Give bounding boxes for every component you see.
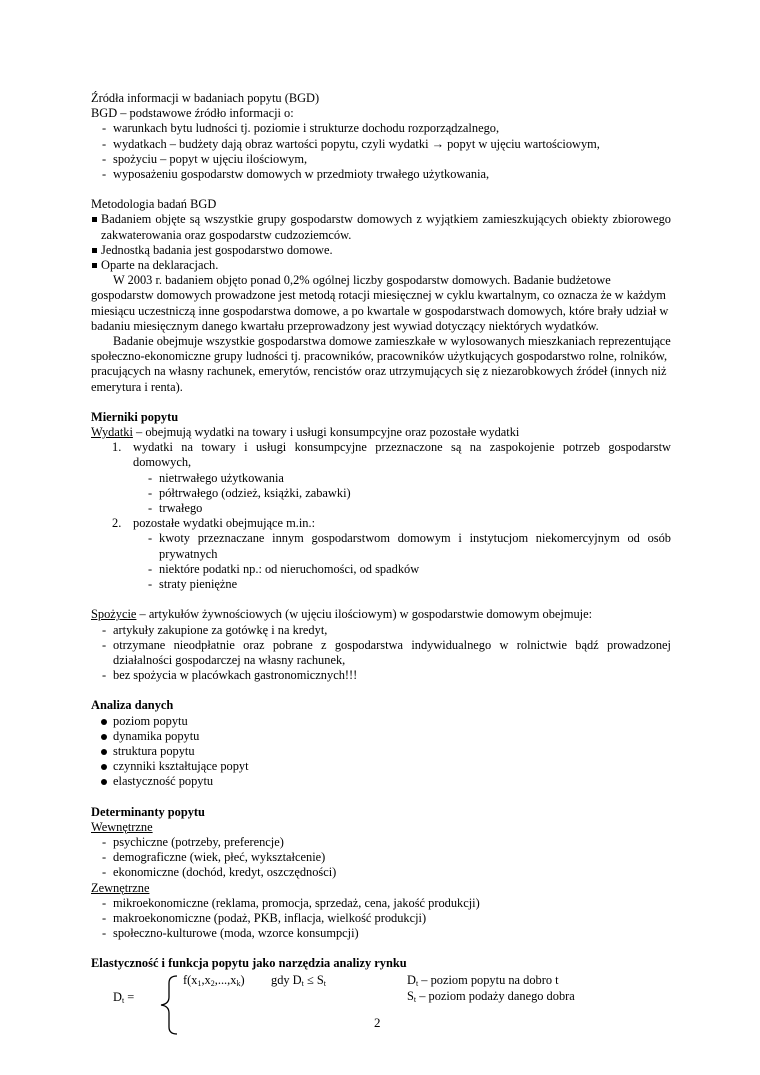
sub-k: k: [236, 978, 241, 988]
list-item: - psychiczne (potrzeby, preferencje): [91, 835, 671, 850]
func-close: ): [240, 972, 245, 987]
paragraph: Badanie obejmuje wszystkie gospodarstwa domowe zamieszkałe w wylosowanych mieszkaniach reprezentujące społeczno-ekonomiczne grupy ludności tj. pracowników, pracowników użytkujących gospodarstwo rolne, rolników, pracujących na własny rachunek, emerytów, rencistów oraz utrzymujących się z niezarobkowych źródeł (innych niż emerytura i renta).: [91, 334, 671, 394]
item-text: wydatki na towary i usługi konsumpcyjne przeznaczone są na zaspokojenie potrzeb gospodarstw domowych,: [133, 440, 671, 470]
spozycie-definition: [91, 607, 671, 622]
list-item: elastyczność popytu: [91, 774, 671, 789]
lhs-equals: =: [124, 989, 135, 1004]
square-bullet-item: Jednostką badania jest gospodarstwo domowe.: [91, 243, 671, 258]
item-number: 1.: [112, 440, 122, 455]
section-heading-determinants: Determinanty popytu: [91, 804, 205, 819]
list-item: poziom popytu: [91, 714, 671, 729]
formula-lhs: [113, 990, 134, 1005]
list-item: - makroekonomiczne (podaż, PKB, inflacja, wielkość produkcji): [91, 911, 671, 926]
r1-sub: t: [415, 978, 419, 988]
list-item: - ekonomiczne (dochód, kredyt, oszczędności): [91, 865, 671, 880]
square-bullet-item: Badaniem objęte są wszystkie grupy gospodarstw domowych z wyjątkiem zamieszkujących obiekty zbiorowego zakwaterowania oraz gospodarstw cudzoziemców.: [91, 212, 671, 242]
list-item: - artykuły zakupione za gotówkę i na kredyt,: [91, 623, 671, 638]
spacer: [91, 941, 671, 956]
formula-condition: [271, 973, 326, 988]
sub-2: 2: [210, 978, 215, 988]
section-heading-elasticity: Elastyczność i funkcja popytu jako narzędzia analizy rynku: [91, 956, 407, 971]
list-item: - trwałego: [91, 501, 671, 516]
list-item: - społeczno-kulturowe (moda, wzorce konsumpcji): [91, 926, 671, 941]
item-text: pozostałe wydatki obejmujące m.in.:: [133, 516, 316, 531]
list-item: - straty pieniężne: [91, 577, 671, 592]
r2-text: – poziom podaży danego dobra: [416, 988, 575, 1003]
wydatki-def: – obejmują wydatki na towary i usługi konsumpcyjne oraz pozostałe wydatki: [132, 425, 520, 440]
spozycie-term: Spożycie: [91, 607, 137, 622]
list-item: czynniki kształtujące popyt: [91, 759, 671, 774]
list-item: - otrzymane nieodpłatnie oraz pobrane z gospodarstwa indywidualnego w rolnictwie bądź prowadzonej działalności gospodarczej na własny rachunek,: [91, 638, 671, 668]
list-item: - niektóre podatki np.: od nieruchomości, od spadków: [91, 562, 671, 577]
legend-supply: [407, 989, 575, 1004]
list-item: struktura popytu: [91, 744, 671, 759]
cond-rel: ≤ S: [303, 972, 324, 987]
r2-symbol: S: [407, 988, 414, 1003]
legend-demand: [407, 973, 559, 988]
cond-sub-t: t: [301, 978, 304, 988]
paragraph: W 2003 r. badaniem objęto ponad 0,2% ogólnej liczby gospodarstw domowych. Badanie budżetowe gospodarstw domowych prowadzone jest metodą rotacji miesięcznej w cyklu kwartalnym, co oznacza że w każdym miesiącu uczestniczą inne gospodarstwa domowe, a po kwartale w gospodarstwach domowych, które brały udział w badaniu miesięcznym danego kwartału przeprowadzony jest wywiad dotyczący niektórych wydatków.: [91, 273, 669, 333]
list-item: - mikroekonomiczne (reklama, promocja, sprzedaż, cena, jakość produkcji): [91, 896, 671, 911]
spozycie-def: – artykułów żywnościowych (w ujęciu ilościowym) w gospodarstwie domowym obejmuje:: [136, 607, 593, 622]
func-mid: ,...,x: [214, 972, 237, 987]
page-number: 2: [374, 1015, 381, 1030]
external-label: Zewnętrzne: [91, 880, 150, 895]
list-item: - półtrwałego (odzież, książki, zabawki): [91, 486, 671, 501]
list-item: - kwoty przeznaczane innym gospodarstwom domowym i instytucjom niekomercyjnym od osób prywatnych: [91, 531, 671, 561]
spacer: [91, 683, 671, 698]
lhs-symbol: D: [113, 989, 122, 1004]
cond-d: gdy D: [271, 972, 302, 987]
list-item: dynamika popytu: [91, 729, 671, 744]
list-item: - bez spożycia w placówkach gastronomicznych!!!: [91, 668, 671, 683]
square-bullet-item: Oparte na deklaracjach.: [91, 258, 671, 273]
spacer: [91, 592, 671, 607]
section-heading-methodology: Metodologia badań BGD: [91, 197, 217, 212]
wydatki-term: Wydatki: [91, 425, 133, 440]
list-item: - demograficzne (wiek, płeć, wykształcenie): [91, 850, 671, 865]
sub-1: 1: [197, 978, 202, 988]
spacer: [91, 790, 671, 805]
left-brace-icon: [157, 975, 181, 1035]
spacer: [91, 182, 671, 197]
r1-text: – poziom popytu na dobro t: [418, 972, 559, 987]
list-item: - wydatkach – budżety dają obraz wartości popytu, czyli wydatki → popyt w ujęciu wartościowym,: [91, 137, 671, 152]
formula-function: $f(x_1,x_2,...,x_k)$: [183, 972, 245, 988]
func-open: f(x: [183, 972, 198, 987]
list-item: - warunkach bytu ludności tj. poziomie i strukturze dochodu rozporządzalnego,: [91, 121, 671, 136]
list-item: - spożyciu – popyt w ujęciu ilościowym,: [91, 152, 671, 167]
section-heading-measures: Mierniki popytu: [91, 409, 179, 424]
item-number: 2.: [112, 516, 122, 531]
section-heading-analysis: Analiza danych: [91, 698, 174, 713]
page-content: [91, 91, 671, 1035]
section-heading-sources: Źródła informacji w badaniach popytu (BGD): [91, 91, 320, 105]
bgd-intro: BGD – podstawowe źródło informacji o:: [91, 106, 294, 121]
wydatki-definition: [91, 425, 671, 440]
r1-symbol: D: [407, 972, 416, 987]
list-item: - wyposażeniu gospodarstw domowych w przedmioty trwałego użytkowania,: [91, 167, 671, 182]
spacer: [91, 395, 671, 410]
numbered-item: [91, 440, 671, 470]
r2-sub: t: [413, 994, 417, 1004]
cond-sub-t2: t: [323, 978, 326, 988]
list-item: - nietrwałego użytkowania: [91, 471, 671, 486]
lhs-subscript: t: [121, 995, 125, 1005]
internal-label: Wewnętrzne: [91, 819, 153, 834]
numbered-item: [91, 516, 671, 531]
demand-function-formula: [91, 973, 671, 1035]
